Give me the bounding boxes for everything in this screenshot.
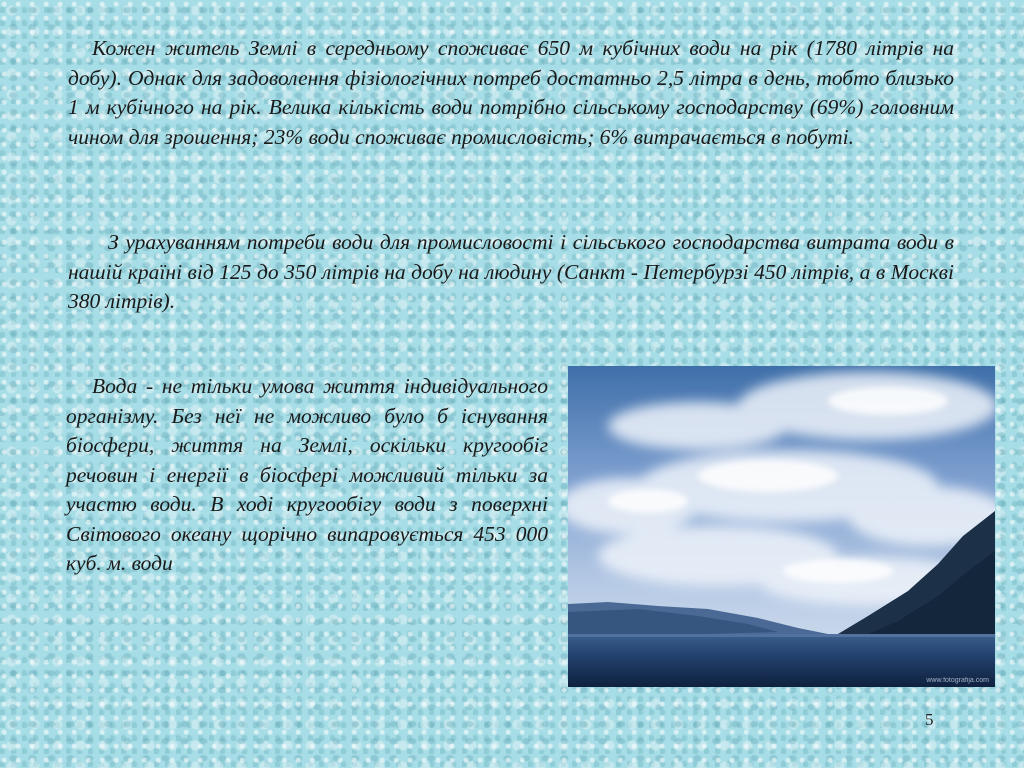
paragraph-water-consumption: Кожен житель Землі в середньому споживає 650 м кубічних води на рік (1780 літрів на добу). Однак для задоволення фізіологічних потреб достатньо 2,5 літра в день, тобто близько 1 м кубічного на рік. Велика кількість води потрібно сільському господарству (69%) головним чином для зрошення; 23% води споживає промисловість; 6% витрачається в побуті.: [68, 36, 954, 149]
paragraph-water-usage-per-person: З урахуванням потреби води для промисловості і сільського господарства витрата води в нашій країні від 125 до 350 літрів на добу на людину (Санкт - Петербурзі 450 літрів, а в Москві 380 літрів).: [68, 230, 954, 313]
page-number: 5: [925, 710, 934, 729]
paragraph-water-biosphere: Вода - не тільки умова життя індивідуального організму. Без неї не можливо було б існування біосфери, життя на Землі, оскільки кругообіг речовин і енергії в біосфері можливий тільки за участю води. В ході кругообігу води з поверхні Світового океану щорічно випаровується 453 000 куб. м. води: [66, 374, 548, 575]
lake-mountains-photo: [568, 366, 995, 687]
photo-watermark: www.fotografija.com: [926, 677, 989, 684]
